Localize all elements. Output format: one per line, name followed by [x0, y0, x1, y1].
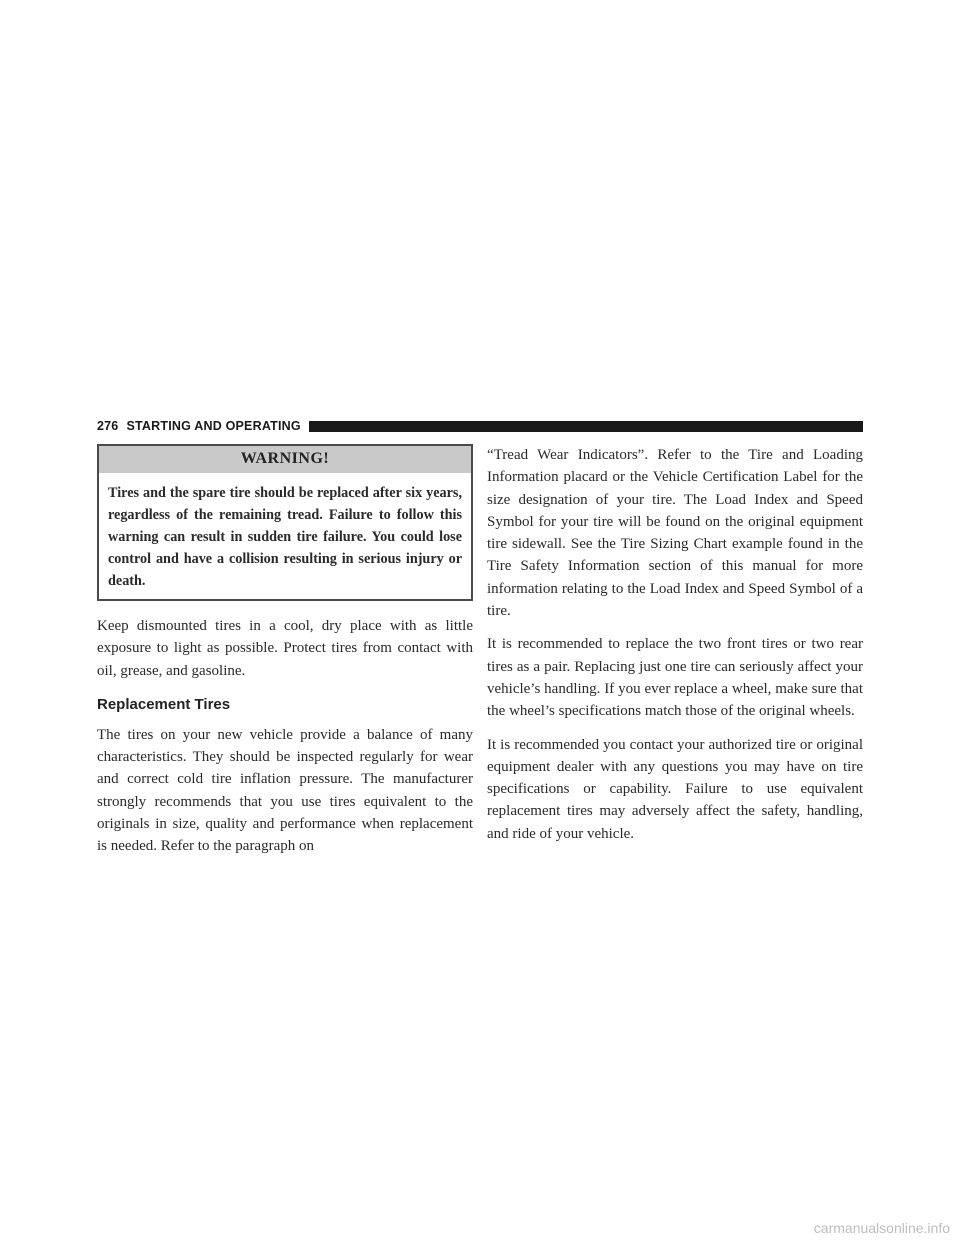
dealer-contact-paragraph: It is recommended you contact your authorized tire or original equipment dealer with any questions you may have on tire specifications or capability. Failure to use equivalent replacement tires may adversely affect the safety, handling, and ride of your vehicle.	[487, 736, 863, 842]
storage-paragraph: Keep dismounted tires in a cool, dry place with as little exposure to light as possible. Protect tires from contact with oil, grease, and gasoline.	[97, 618, 473, 679]
warning-title: WARNING!	[99, 446, 471, 473]
header-rule	[309, 421, 863, 432]
left-column	[97, 444, 473, 869]
replacement-tires-heading: Replacement Tires	[97, 695, 231, 713]
page-header	[97, 416, 863, 436]
pair-replacement-paragraph: It is recommended to replace the two front tires or two rear tires as a pair. Replacing just one tire can seriously affect your vehicle’s handling. If you ever replace a wheel, make sure that the wheel’s specifications match those of the original wheels.	[487, 636, 863, 720]
warning-text: Tires and the spare tire should be replaced after six years, regardless of the remaining tread. Failure to follow this warning can result in sudden tire failure. You could lose control and have a collision resulting in serious injury or death.	[108, 485, 462, 589]
page-number: 276	[97, 419, 119, 433]
footer-watermark: carmanualsonline.info	[813, 1220, 950, 1236]
right-column	[487, 444, 863, 856]
warning-box	[97, 444, 473, 601]
replacement-paragraph: The tires on your new vehicle provide a balance of many characteristics. They should be inspected regularly for wear and correct cold tire inflation pressure. The manufacturer strongly recommends that you use tires equivalent to the originals in size, quality and performance when replacement is needed. Refer to the paragraph on	[97, 726, 473, 855]
tread-wear-paragraph: “Tread Wear Indicators”. Refer to the Tire and Loading Information placard or the Vehicle Certification Label for the size designation of your tire. The Load Index and Speed Symbol for your tire will be found on the original equipment tire sidewall. See the Tire Sizing Chart example found in the Tire Safety Information section of this manual for more information relating to the Load Index and Speed Symbol of a tire.	[487, 447, 863, 620]
section-title: STARTING AND OPERATING	[126, 419, 301, 433]
